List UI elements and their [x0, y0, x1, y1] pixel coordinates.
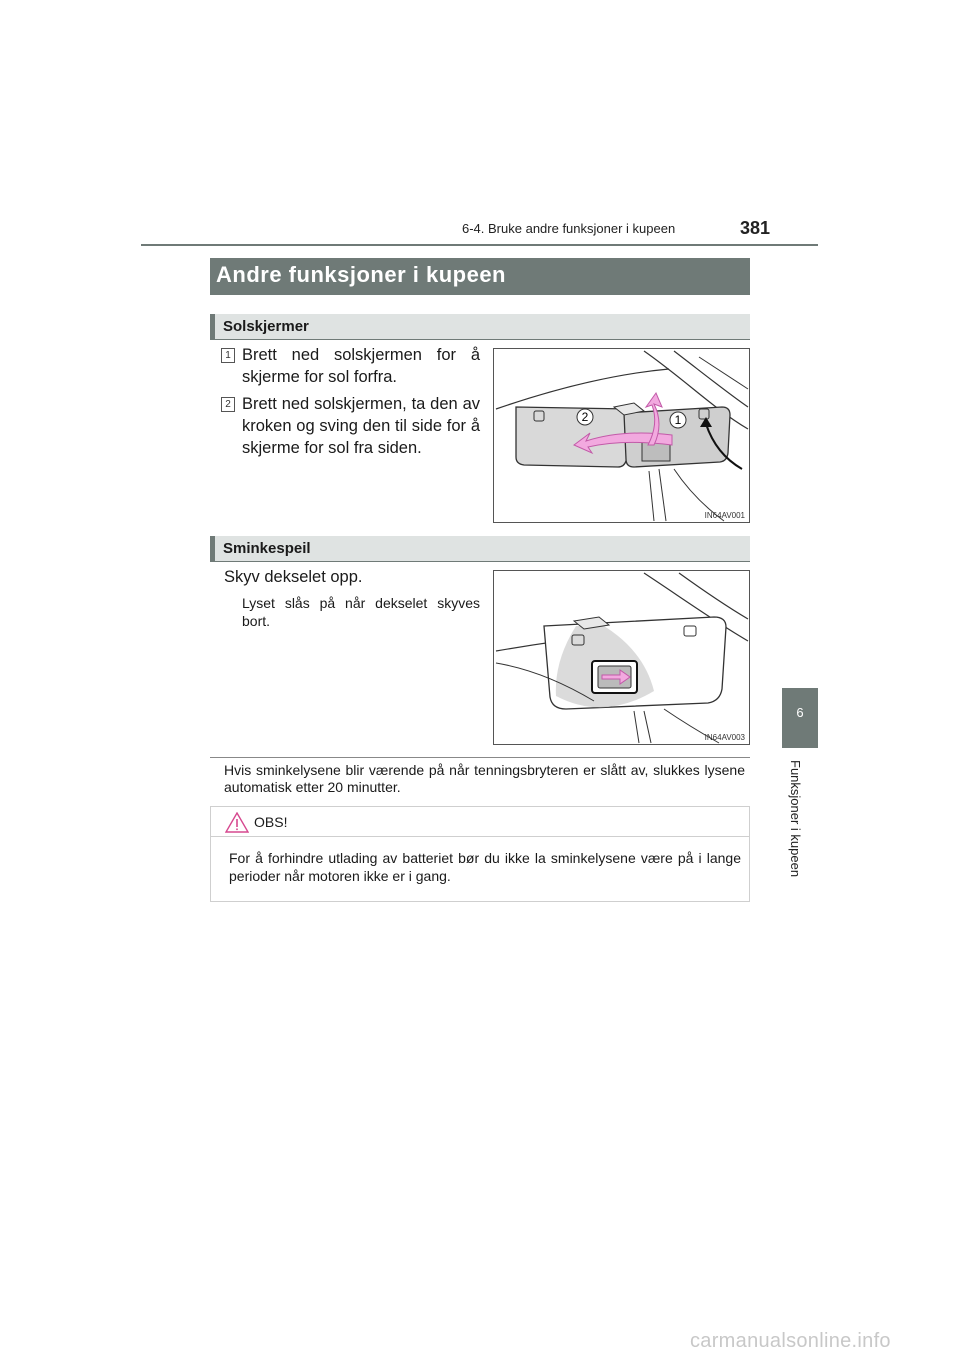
subsection-mirror: [210, 536, 750, 562]
header-rule: [141, 244, 818, 246]
step-number: 2: [221, 397, 235, 412]
warning-triangle-icon: [225, 812, 249, 833]
chapter-number: 6: [796, 705, 804, 720]
mirror-illustration: [493, 570, 750, 745]
mirror-detail: Lyset slås på når dekselet skyves bort.: [242, 595, 480, 629]
page-title: Andre funksjoner i kupeen: [210, 258, 750, 295]
caution-body: For å forhindre utlading av batteriet bør du ikke la sminkelysene være på i lange perioder når motoren ikke er i gang.: [229, 850, 741, 884]
mirror-instruction: Skyv dekselet opp.: [224, 568, 363, 586]
caution-title: OBS!: [254, 814, 288, 830]
subsection-accent: [210, 314, 215, 339]
caution-box: [210, 806, 750, 902]
section-header: 6-4. Bruke andre funksjoner i kupeen: [462, 221, 676, 236]
caution-header: [211, 807, 749, 837]
mirror-drawing: [494, 571, 749, 744]
chapter-label: Funksjoner i kupeen: [788, 760, 803, 878]
note-text: Hvis sminkelysene blir værende på når tenningsbryteren er slått av, slukkes lysene automatisk etter 20 minutter.: [224, 762, 745, 795]
figure-code: IN64AV003: [704, 733, 745, 742]
step-text: Brett ned solskjermen, ta den av kroken og sving den til side for å skjerme for sol fra siden.: [242, 395, 480, 457]
page-number: 381: [740, 218, 771, 238]
step-number: 1: [221, 348, 235, 363]
sunvisor-illustration: [493, 348, 750, 523]
callout-2: 2: [581, 410, 589, 424]
subsection-accent: [210, 536, 215, 561]
figure-code: IN64AV001: [704, 511, 745, 520]
subsection-title: Sminkespeil: [223, 540, 311, 557]
note-rule: [210, 757, 750, 758]
subsection-sunvisor: [210, 314, 750, 340]
watermark: carmanualsonline.info: [690, 1330, 891, 1352]
subsection-title: Solskjermer: [223, 318, 309, 335]
step-text: Brett ned solskjermen for å skjerme for sol forfra.: [242, 346, 480, 386]
sunvisor-drawing: [494, 349, 749, 522]
callout-1: 1: [674, 413, 682, 427]
